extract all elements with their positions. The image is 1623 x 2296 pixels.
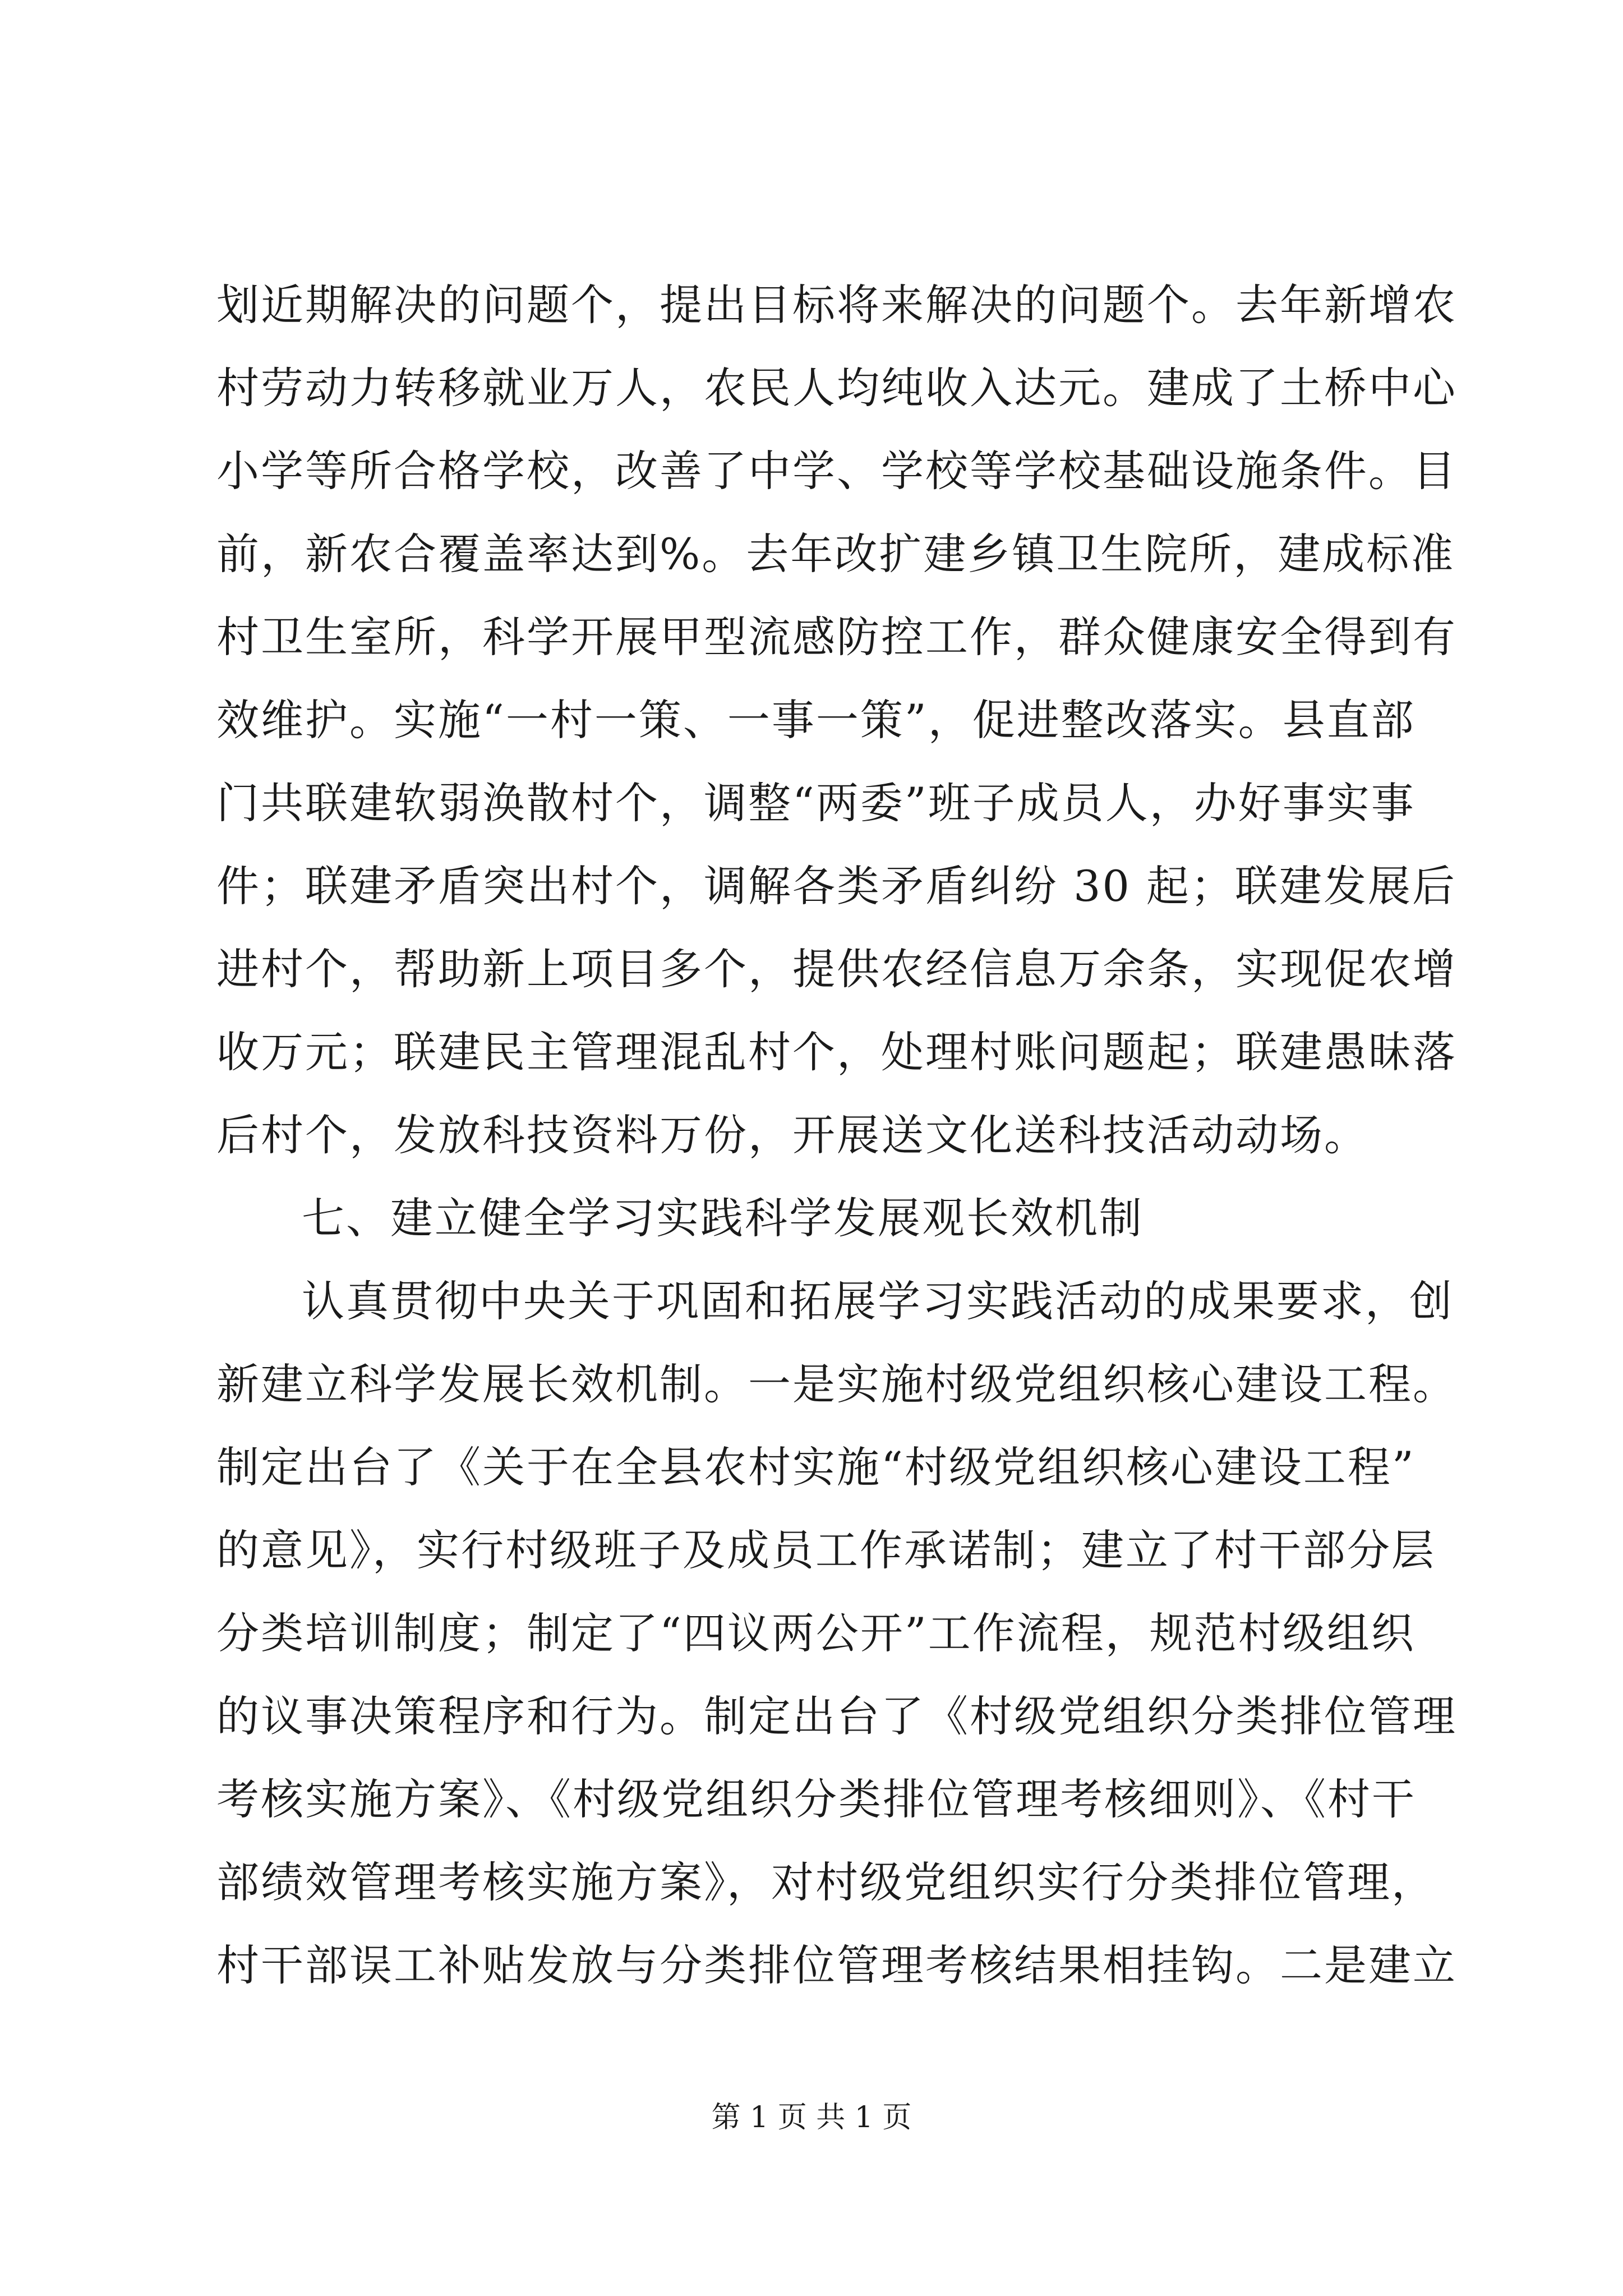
text-line: 前，新农合覆盖率达到%。去年改扩建乡镇卫生院所，建成标准 <box>216 529 1455 579</box>
text-line: 制定出台了《关于在全县农村实施“村级党组织核心建设工程” <box>216 1442 1415 1492</box>
text-line: 进村个，帮助新上项目多个，提供农经信息万余条，实现促农增 <box>216 944 1457 994</box>
text-line: 小学等所合格学校，改善了中学、学校等学校基础设施条件。目 <box>216 446 1457 496</box>
text-line: 分类培训制度；制定了“四议两公开”工作流程，规范村级组织 <box>216 1608 1415 1658</box>
text-line: 考核实施方案》、《村级党组织分类排位管理考核细则》、《村干 <box>216 1774 1416 1824</box>
text-line: 村干部误工补贴发放与分类排位管理考核结果相挂钩。二是建立 <box>216 1940 1457 1990</box>
text-line: 村卫生室所，科学开展甲型流感防控工作，群众健康安全得到有 <box>216 612 1457 662</box>
text-line: 收万元；联建民主管理混乱村个，处理村账问题起；联建愚昧落 <box>216 1027 1457 1077</box>
text-line: 的意见》，实行村级班子及成员工作承诺制；建立了村干部分层 <box>216 1525 1436 1575</box>
text-line: 效维护。实施“一村一策、一事一策”，促进整改落实。县直部 <box>216 695 1415 745</box>
text-line: 后村个，发放科技资料万份，开展送文化送科技活动动场。 <box>216 1110 1368 1160</box>
text-line: 认真贯彻中央关于巩固和拓展学习实践活动的成果要求，创 <box>302 1276 1454 1326</box>
text-line: 部绩效管理考核实施方案》，对村级党组织实行分类排位管理， <box>216 1857 1436 1907</box>
text-line: 的议事决策程序和行为。制定出台了《村级党组织分类排位管理 <box>216 1691 1457 1741</box>
document-body <box>216 264 1457 2007</box>
section-heading: 七、建立健全学习实践科学发展观长效机制 <box>302 1193 1144 1243</box>
text-line: 村劳动力转移就业万人，农民人均纯收入达元。建成了土桥中心 <box>216 363 1457 413</box>
text-line: 划近期解决的问题个，提出目标将来解决的问题个。去年新增农 <box>216 280 1457 330</box>
text-line: 新建立科学发展长效机制。一是实施村级党组织核心建设工程。 <box>216 1359 1457 1409</box>
text-line: 门共联建软弱涣散村个，调整“两委”班子成员人，办好事实事 <box>216 778 1415 828</box>
text-line: 件；联建矛盾突出村个，调解各类矛盾纠纷 30 起；联建发展后 <box>216 861 1457 911</box>
page-footer: 第 1 页 共 1 页 <box>711 2101 912 2134</box>
